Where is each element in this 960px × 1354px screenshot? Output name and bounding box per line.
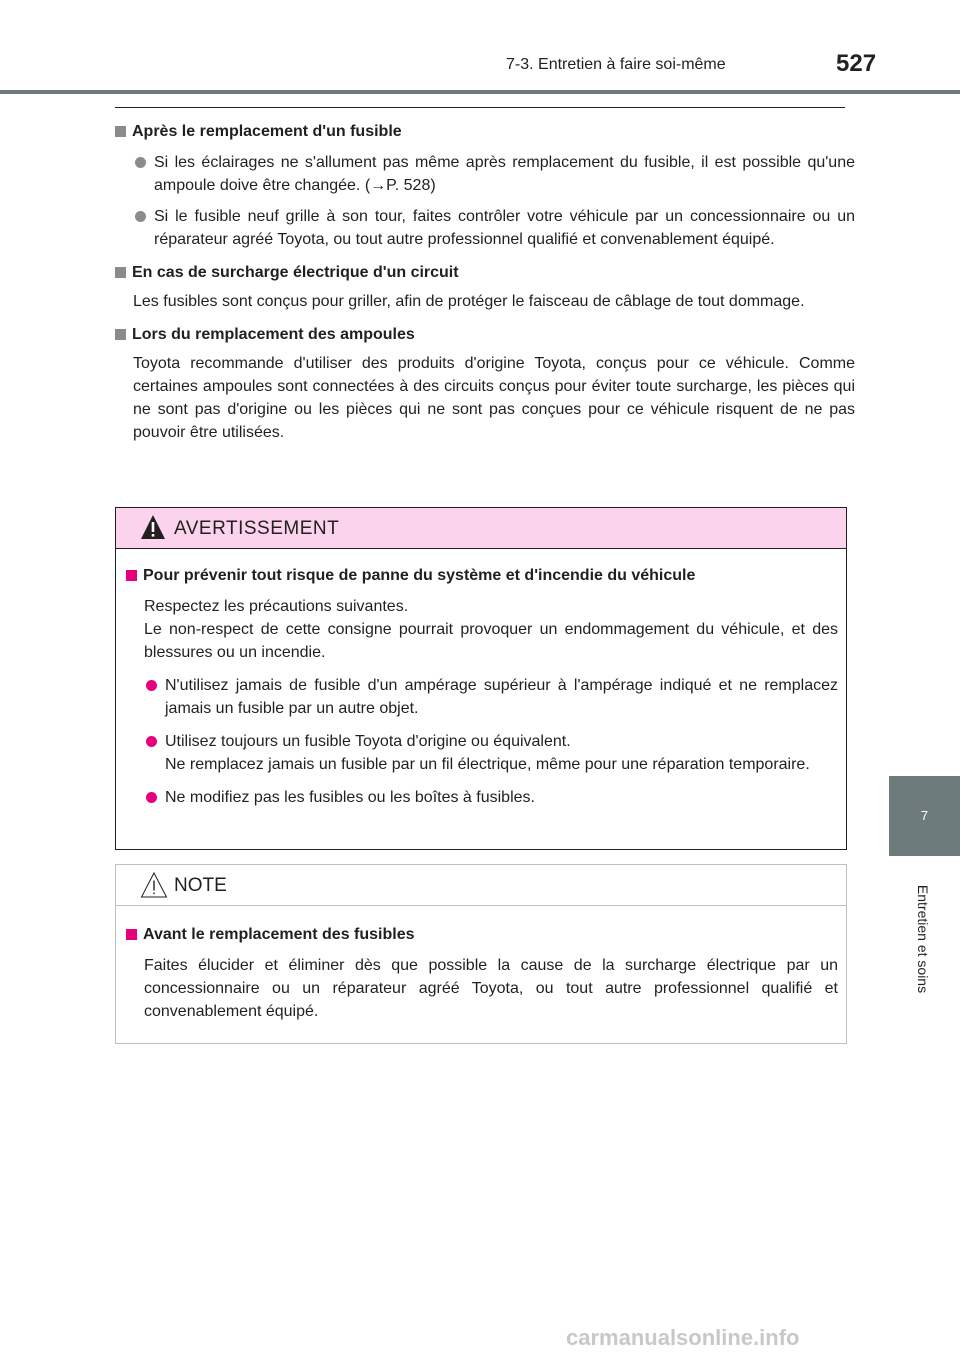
bullet-text: N'utilisez jamais de fusible d'un ampérage supérieur à l'ampérage indiqué et ne remplacez jamais un fusible par un autre objet. — [165, 677, 838, 717]
warning-intro-line: Respectez les précautions suivantes. — [144, 598, 409, 615]
note-heading: NOTE — [174, 875, 227, 896]
chapter-label — [893, 866, 953, 1012]
warning-triangle-icon — [140, 514, 166, 540]
bullet-text: Ne modifiez pas les fusibles ou les boîtes à fusibles. — [165, 789, 535, 806]
page-number: 527 — [836, 50, 877, 77]
top-rule — [115, 107, 845, 108]
warning-box — [115, 507, 847, 850]
section-text: Toyota recommande d'utiliser des produits d'origine Toyota, conçus pour ce véhicule. Comme certaines ampoules sont connectées à des circuits conçus pour éviter toute surcharge, les pièces qui ne sont pas d'origine ou les pièces qui ne sont pas conçues pour ce véhicule risquent de ne pas pouvoir être utilisées. — [133, 355, 855, 441]
note-title — [126, 923, 838, 946]
warning-body — [126, 564, 838, 809]
warning-heading: AVERTISSEMENT — [174, 518, 340, 539]
section-marker — [115, 126, 126, 137]
section-title-text: Lors du remplacement des ampoules — [132, 326, 415, 343]
bullet-dot — [146, 736, 157, 747]
list-item — [115, 151, 855, 197]
note-box — [115, 864, 847, 1044]
note-text: Faites élucider et éliminer dès que possible la cause de la surcharge électrique par un concessionnaire ou un réparateur agréé Toyota, ou tout autre professionnel qualifié et convenablement équipé. — [144, 957, 838, 1020]
section-title-text: Après le remplacement d'un fusible — [132, 123, 402, 140]
section-title — [115, 120, 855, 143]
section-title — [115, 323, 855, 346]
header-section-title: 7-3. Entretien à faire soi-même — [506, 56, 726, 73]
list-item — [126, 730, 838, 776]
section-title-text: En cas de surcharge électrique d'un circuit — [132, 264, 459, 281]
header-rule — [0, 90, 960, 94]
chapter-label-text: Entretien et soins — [915, 884, 932, 994]
list-item — [126, 786, 838, 809]
warning-marker — [126, 570, 137, 581]
bullet-text: Si le fusible neuf grille à son tour, faites contrôler votre véhicule par un concessionnaire ou un réparateur agréé Toyota, ou tout autre professionnel qualifié et convenablement équipé. — [154, 208, 855, 248]
bullet-text: Si les éclairages ne s'allument pas même après remplacement du fusible, il est possible qu'une ampoule doive être changée. (→P. 528) — [154, 154, 855, 194]
bullet-dot — [135, 157, 146, 168]
chapter-tab: 7 — [889, 776, 960, 856]
warning-title-text: Pour prévenir tout risque de panne du système et d'incendie du véhicule — [143, 567, 696, 584]
bullet-dot — [135, 211, 146, 222]
bullet-text: Ne remplacez jamais un fusible par un fil électrique, même pour une réparation temporaire. — [165, 756, 810, 773]
warning-title — [126, 564, 838, 587]
note-title-text: Avant le remplacement des fusibles — [143, 926, 415, 943]
warning-intro — [126, 595, 838, 664]
main-content — [115, 120, 855, 444]
section-marker — [115, 267, 126, 278]
warning-header — [116, 508, 846, 549]
list-item — [115, 205, 855, 251]
note-marker — [126, 929, 137, 940]
note-body — [126, 923, 838, 1023]
section-text: Les fusibles sont conçus pour griller, afin de protéger le faisceau de câblage de tout dommage. — [133, 293, 805, 310]
list-item — [126, 674, 838, 720]
caution-triangle-icon — [140, 871, 168, 899]
note-header — [116, 865, 846, 906]
bullet-dot — [146, 680, 157, 691]
warning-intro-line: Le non-respect de cette consigne pourrait provoquer un endommagement du véhicule, et des blessures ou un incendie. — [144, 621, 838, 661]
bullet-dot — [146, 792, 157, 803]
bullet-text: Utilisez toujours un fusible Toyota d'origine ou équivalent. — [165, 733, 571, 750]
section-marker — [115, 329, 126, 340]
watermark: carmanualsonline.info — [566, 1325, 800, 1350]
section-title — [115, 261, 855, 284]
